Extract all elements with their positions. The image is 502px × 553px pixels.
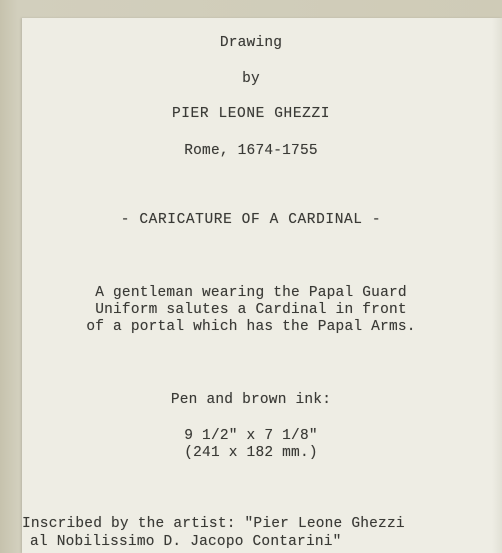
inscription-line-1: Inscribed by the artist: "Pier Leone Ghezzi [22,516,405,532]
description-line-2: Uniform salutes a Cardinal in front [95,302,407,318]
inscription-line-2: al Nobilissimo D. Jacopo Contarini" [30,534,342,550]
header-by: by [242,71,260,87]
header-drawing: Drawing [219,35,283,51]
artwork-title: - CARICATURE OF A CARDINAL - [120,212,382,228]
description-line-3: of a portal which has the Papal Arms. [86,319,416,335]
artist-name: PIER LEONE GHEZZI [171,106,331,122]
description-line-1: A gentleman wearing the Papal Guard [95,285,407,301]
place-dates: Rome, 1674-1755 [184,143,318,159]
dimensions-inches: 9 1/2" x 7 1/8" [184,428,318,444]
dimensions-mm: (241 x 182 mm.) [184,445,318,461]
medium: Pen and brown ink: [170,392,332,408]
